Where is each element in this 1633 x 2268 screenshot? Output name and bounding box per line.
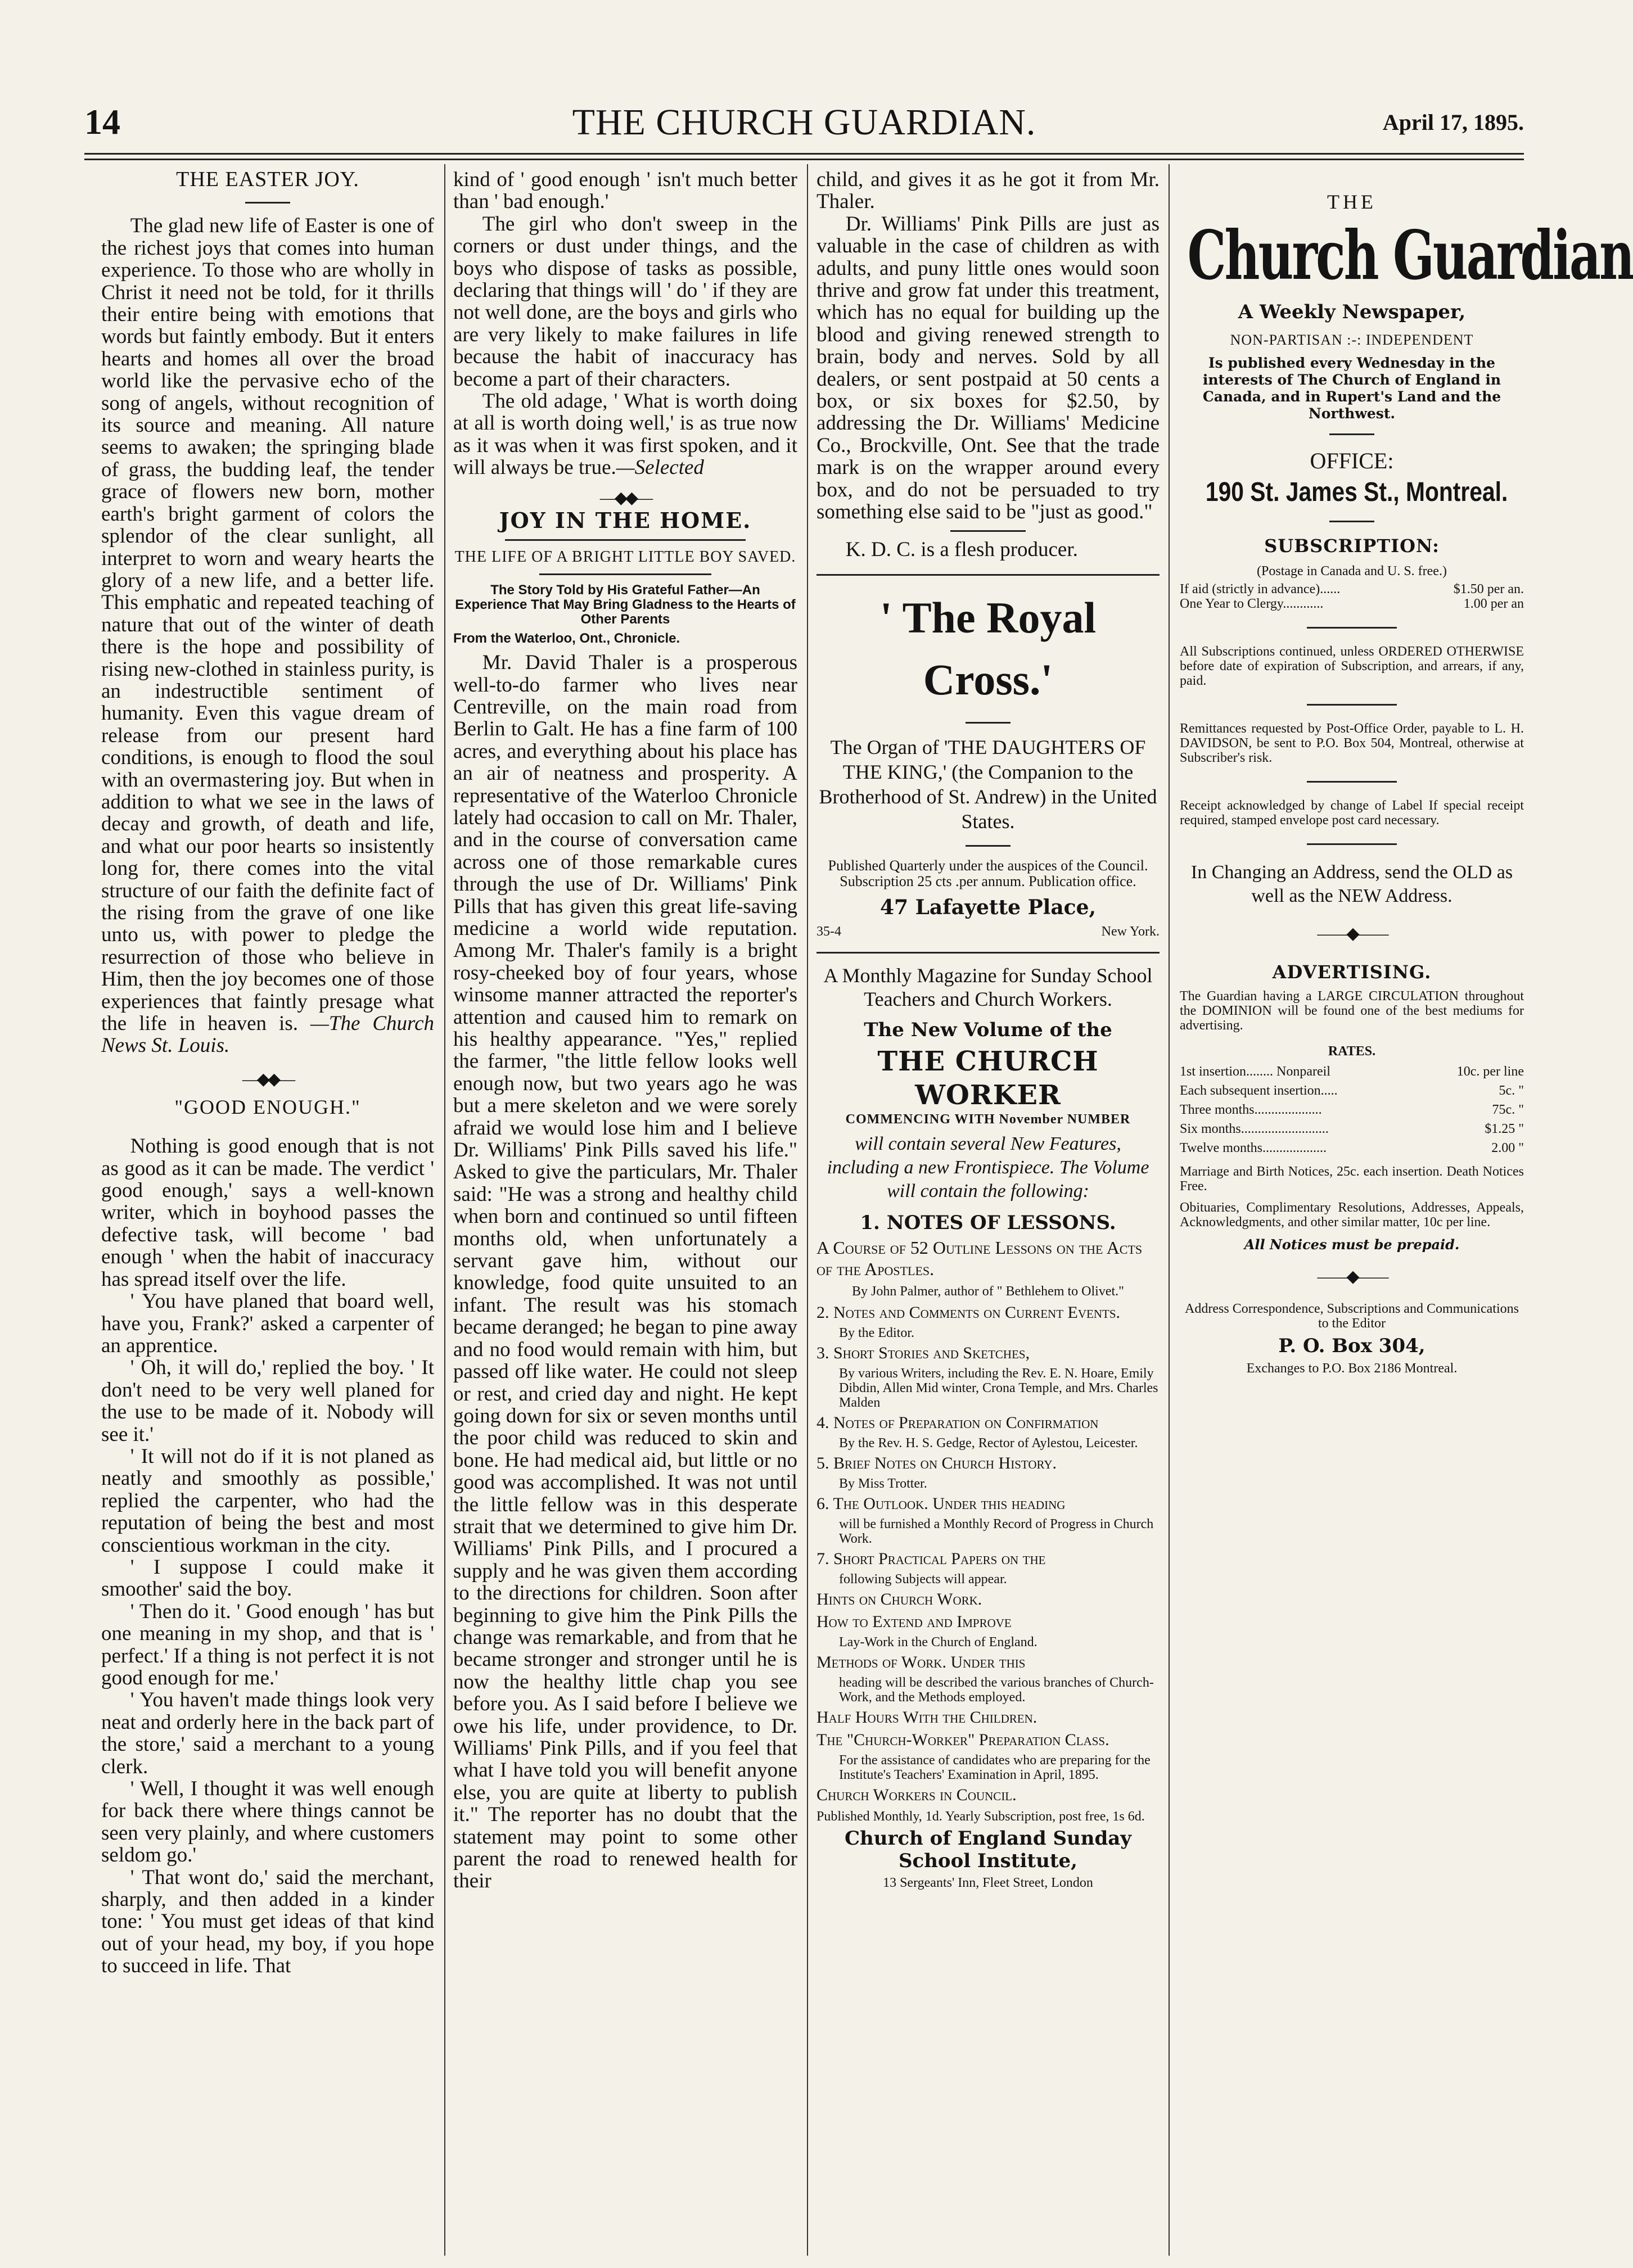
divider — [245, 202, 290, 204]
column-divider-1 — [444, 164, 445, 2256]
weekly-newspaper: A Weekly Newspaper, — [1238, 301, 1466, 324]
good-enough-p1: Nothing is good enough that is not as good as it can be made. The verdict ' good enough,' says a well-known writer, which in boyhood passes the defective task, will become ' bad enough ' when the habit of inaccuracy has spread itself over the life. — [101, 1135, 434, 1291]
receipt-note: Receipt acknowledged by change of Label If special receipt required, stamped envelope post card necessary. — [1180, 798, 1524, 828]
divider — [1307, 843, 1397, 845]
rate-label: 1st insertion........ Nonpareil — [1180, 1064, 1330, 1079]
published-every-wednesday: Is published every Wednesday in the interests of The Church of England in Canada, and in Rupert's Land and the Northwest. — [1202, 355, 1501, 422]
rate-label: If aid (strictly in advance)...... — [1180, 582, 1341, 597]
column-divider-3 — [1169, 164, 1170, 2256]
hints-item: Church Workers in Council. — [816, 1786, 1017, 1805]
institute-name: Church of England Sunday School Institute, — [844, 1827, 1132, 1873]
advertising-body: The Guardian having a LARGE CIRCULATION throughout the DOMINION will be found one of the best mediums for advertising. — [1180, 989, 1524, 1033]
notes-of-lessons: 1. NOTES OF LESSONS. — [860, 1212, 1116, 1235]
joy-in-home-title: JOY IN THE HOME. — [499, 507, 752, 533]
po-box: P. O. Box 304, — [1278, 1335, 1426, 1358]
contents-item-detail: By the Rev. H. S. Gedge, Rector of Aylestou, Leicester. — [839, 1436, 1138, 1451]
column-1 — [101, 169, 434, 2260]
good-enough-source: —Selected — [616, 456, 704, 480]
divider — [950, 530, 1026, 532]
hints-item: Hints on Church Work. — [816, 1590, 982, 1609]
good-enough-p3: ' Oh, it will do,' replied the boy. ' It don't need to be very well planed for the use to be made of it. Nobody will see it.' — [101, 1356, 434, 1446]
hints-item-detail: heading will be described the various branches of Church-Work, and the Methods employed. — [839, 1675, 1154, 1705]
good-enough-cont-3: The old adage, ' What is worth doing at all is worth doing well,' is as true now as it was when it was first spoken, and it will always be true.—Selected — [453, 390, 797, 480]
hints-item-detail: Lay-Work in the Church of England. — [839, 1635, 1037, 1650]
subscription-rate-1 — [1180, 582, 1524, 597]
divider — [505, 539, 746, 541]
monthly-magazine: A Monthly Magazine for Sunday School Teachers and Church Workers. — [823, 964, 1153, 1011]
hints-list — [816, 1590, 1160, 1805]
good-enough-title: "GOOD ENOUGH." — [174, 1095, 361, 1118]
subscription-rate-2 — [1180, 597, 1524, 611]
contents-item: 2. Notes and Comments on Current Events. — [816, 1303, 1121, 1322]
contents-item-detail: By the Editor. — [839, 1326, 914, 1341]
good-enough-p5: ' I suppose I could make it smoother' said the boy. — [101, 1555, 434, 1601]
royal-cross-address: 47 Lafayette Place, — [879, 895, 1097, 919]
rate-value: 75c. " — [1492, 1103, 1524, 1118]
rate-value: 5c. " — [1499, 1083, 1524, 1099]
contents-item: 3. Short Stories and Sketches, — [816, 1344, 1030, 1363]
joy-subhead-2: The Story Told by His Grateful Father—An Experience That May Bring Gladness to the Hearts of Other Parents — [455, 582, 796, 627]
column-divider-2 — [807, 164, 808, 2256]
rate-row — [1180, 1081, 1524, 1100]
easter-joy-body: The glad new life of Easter is one of the richest joys that comes into human experience. To those who are wholly in Christ it need not be told, for it thrills their entire being with emotions that words but faintly embody. But it enters hearts and homes all over the broad world like the pervasive echo of the song of angels, without recognition of its source and meaning. All nature seems to awaken; the springing blade of grass, the budding leaf, the tender grace of flowers new born, mother earth's bright garment of colors the splendor of the clear sunlight, all interpret to worn and weary hearts the glory of a new life, and a better life. This emphatic and repeated teaching of nature that out of the winter of death there is the hope and possibility of rising new-clothed in stainless purity, is an indestructible sentiment of humanity. Even this vague dream of release from our present hard conditions, is enough to flood the soul with an overmastering joy. But when in addition to what we see in the laws of decay and growth, of death and life, and what our poor hearts so insistently long for, there comes into the vital structure of our faith the definite fact of the rising from the grave of one like unto us, with power to pledge the resurrection of those who believe in Him, then the joy becomes one of those experiences that faintly presage what the life in heaven is. —The Church News St. Louis. — [101, 214, 435, 1058]
rates-table — [1180, 1062, 1524, 1158]
joy-subhead-1: THE LIFE OF A BRIGHT LITTLE BOY SAVED. — [454, 548, 796, 566]
good-enough-p7: ' You haven't made things look very neat and orderly here in the back part of the store,' said a merchant to a young clerk. — [101, 1688, 434, 1778]
royal-cross-city-row — [816, 921, 1160, 943]
hints-item: Half Hours With the Children. — [816, 1708, 1037, 1727]
contents-item-detail: By various Writers, including the Rev. E. N. Hoare, Emily Dibdin, Allen Mid winter, Crona Temple, and Mrs. Charles Malden — [839, 1366, 1158, 1411]
masthead-rule-top — [84, 153, 1524, 155]
contents-item: 6. The Outlook. Under this heading — [816, 1494, 1066, 1513]
non-partisan: NON-PARTISAN :-: INDEPENDENT — [1230, 332, 1474, 349]
rate-value: 2.00 " — [1491, 1141, 1524, 1156]
postage-note: (Postage in Canada and U. S. free.) — [1257, 564, 1447, 579]
column-4 — [1180, 169, 1633, 2260]
ornament-rule: —◆◆— — [599, 488, 651, 507]
marriage-notices: Marriage and Birth Notices, 25c. each insertion. Death Notices Free. — [1180, 1164, 1524, 1194]
hints-item: The "Church-Worker" Preparation Class. — [816, 1731, 1109, 1750]
advertising-title: ADVERTISING. — [1272, 961, 1432, 983]
good-enough-p2: ' You have planed that board well, have you, Frank?' asked a carpenter of an apprentice. — [101, 1290, 434, 1357]
joy-source-line: From the Waterloo, Ont., Chronicle. — [453, 631, 680, 647]
good-enough-cont-1: kind of ' good enough ' isn't much better than ' bad enough.' — [453, 168, 797, 214]
subscriptions-continued: All Subscriptions continued, unless ORDERED OTHERWISE before date of expiration of Subscription, and arrears, if any, paid. — [1180, 644, 1524, 689]
kdc-line: K. D. C. is a flesh producer. — [845, 537, 1078, 561]
royal-cross-body: The Organ of 'THE DAUGHTERS OF THE KING,' (the Companion to the Brotherhood of St. Andrew) in the United States. — [819, 735, 1157, 833]
divider — [1329, 433, 1374, 435]
rate-label: Each subsequent insertion..... — [1180, 1083, 1338, 1099]
contents-item: 5. Brief Notes on Church History. — [816, 1454, 1057, 1473]
rate-value: 1.00 per an — [1463, 597, 1524, 612]
pink-pills-cont-1: child, and gives it as he got it from Mr. Thaler. — [816, 168, 1160, 214]
box-rule — [816, 574, 1160, 576]
office-address: 190 St. James St., Montreal. — [1205, 477, 1508, 508]
issue-date: April 17, 1895. — [1382, 110, 1524, 135]
joy-body: Mr. David Thaler is a prosperous well-to-do farmer who lives near Centreville, on the main road from Berlin to Galt. He has a fine farm of 100 acres, and everything about his place has an air of neatness and prosperity. A representative of the Waterloo Chronicle lately had occasion to call on Mr. Thaler, and in the course of conversation came across one of those remarkable cures through the use of Dr. Williams' Pink Pills that has given this great life-saving medicine a world wide reputation. Among Mr. Thaler's family is a bright rosy-cheeked boy of four years, whose winsome manner attracted the reporter's attention and caused him to remark on his healthy appearance. "Yes," replied the farmer, "the little fellow looks well enough now, but two years ago he was but a mere skeleton and we were sorely afraid we would lose him and I believe Dr. Williams' Pink Pills saved his life." Asked to give the particulars, Mr. Thaler said: "He was a strong and healthy child when born and continued so until fifteen months old, when unfortunately a servant gave him, without our knowledge, food quite unsuited to an infant. The result was his stomach became deranged; he began to pine away and no food would remain with him, but passed off like water. He could not sleep or rest, and cried day and night. He kept going down for six or seven months until the poor child was reduced to skin and bone. He had medical aid, but little or no good was accomplished. It was not until the little fellow was in this desperate strait that we determined to give him Dr. Williams' Pink Pills, and I procured a supply and he was given them according to the directions for children. Soon after beginning to give him the Pink Pills the change was remarkable, and from that he became stronger and stronger until he is now the healthy little chap you see before you. As I said before I believe we owe his life, under providence, to Dr. Williams' Pink Pills, and if you feel that what I have told you will benefit anyone else, you are quite at liberty to publish it." The reporter has no doubt that the statement may point to some other parent the road to renewed health for their — [453, 651, 797, 1893]
commencing: COMMENCING WITH November NUMBER — [845, 1112, 1131, 1127]
new-volume: The New Volume of the — [864, 1019, 1112, 1042]
contents-list — [816, 1303, 1160, 1587]
church-guardian-logo: Church Guardian — [1187, 216, 1633, 296]
the-label: THE — [1327, 191, 1377, 213]
good-enough-cont-2: The girl who don't sweep in the corners or dust under things, and the boys who dispose of tasks as possible, declaring that things will ' do ' if they are not well done, are the boys and girls who are very likely to make failures in life because the habit of inaccuracy has become a part of their characters. — [453, 212, 797, 391]
contents-item: 7. Short Practical Papers on the — [816, 1549, 1046, 1569]
rate-row — [1180, 1119, 1524, 1138]
divider — [539, 573, 711, 575]
masthead — [84, 101, 1524, 146]
address-correspondence: Address Correspondence, Subscriptions and Communications to the Editor — [1185, 1302, 1519, 1331]
easter-joy-title: THE EASTER JOY. — [176, 168, 359, 191]
changing-address: In Changing an Address, send the OLD as well as the NEW Address. — [1190, 862, 1513, 907]
royal-cross-city: New York. — [1101, 924, 1160, 939]
royal-cross-title: ' The Royal Cross.' — [879, 593, 1097, 704]
hints-item: Methods of Work. Under this — [816, 1653, 1026, 1672]
box-rule — [816, 952, 1160, 954]
rate-value: 10c. per line — [1456, 1064, 1524, 1079]
column-2 — [453, 169, 797, 2260]
rate-value: $1.50 per an. — [1453, 582, 1524, 597]
ornament-rule: —◆◆— — [242, 1069, 294, 1088]
good-enough-p8: ' Well, I thought it was well enough for back there where things cannot be seen very plainly, and where customers seldom go.' — [101, 1777, 434, 1867]
good-enough-p4: ' It will not do if it is not planed as neatly and smoothly as possible,' replied the carpenter, who had the reputation of being the best and most conscientious workman in the city. — [101, 1444, 434, 1557]
good-enough-p6: ' Then do it. ' Good enough ' has but one meaning in my shop, and that is ' perfect.' If a thing is not perfect it is not good enough for me.' — [101, 1600, 434, 1689]
divider — [966, 845, 1011, 847]
ornament-rule: ——◆—— — [1317, 1267, 1387, 1286]
rate-row — [1180, 1138, 1524, 1158]
easter-joy-source: —The Church News St. Louis. — [101, 1012, 435, 1058]
rate-row — [1180, 1062, 1524, 1081]
rate-label: Six months.......................... — [1180, 1122, 1329, 1137]
divider — [1307, 781, 1397, 783]
divider — [1307, 627, 1397, 629]
contents-item-detail: will be furnished a Monthly Record of Progress in Church Work. — [839, 1517, 1154, 1547]
subscription-title: SUBSCRIPTION: — [1264, 535, 1440, 557]
pink-pills-cont-2: Dr. Williams' Pink Pills are just as valuable in the case of children as with adults, and puny little ones would soon thrive and grow fat under this treatment, which has no equal for building up the blood and giving renewed strength to brain, body and nerves. Sold by all dealers, or sent postpaid at 50 cents a box, or six boxes for $2.50, by addressing the Dr. Williams' Medicine Co., Brockville, Ont. See that the trade mark is on the wrapper around every box, and do not be persuaded to try something else said to be "just as good." — [816, 212, 1160, 524]
notes-author: By John Palmer, author of " Bethlehem to Olivet." — [852, 1284, 1124, 1299]
rate-value: $1.25 " — [1485, 1122, 1524, 1137]
paper-title: THE CHURCH GUARDIAN. — [572, 102, 1036, 143]
institute-address: 13 Sergeants' Inn, Fleet Street, London — [883, 1876, 1093, 1891]
ornament-rule: ——◆—— — [1317, 924, 1387, 943]
rate-label: Twelve months................... — [1180, 1141, 1327, 1156]
rate-row — [1180, 1100, 1524, 1119]
church-worker-title: THE CHURCH WORKER — [877, 1046, 1099, 1112]
contents-item: 4. Notes of Preparation on Confirmation — [816, 1413, 1099, 1433]
hints-item-detail: For the assistance of candidates who are preparing for the Institute's Teachers' Examination in April, 1895. — [839, 1753, 1151, 1783]
obituaries: Obituaries, Complimentary Resolutions, Addresses, Appeals, Acknowledgments, and other similar matter, 10c per line. — [1180, 1200, 1524, 1230]
notices-prepaid: All Notices must be prepaid. — [1244, 1236, 1460, 1253]
office-label: OFFICE: — [1310, 448, 1394, 474]
divider — [966, 722, 1011, 724]
masthead-rule-bottom — [84, 159, 1524, 160]
notes-course: A Course of 52 Outline Lessons on the Acts of the Apostles. — [816, 1237, 1143, 1280]
contents-item-detail: By Miss Trotter. — [839, 1476, 927, 1492]
exchanges: Exchanges to P.O. Box 2186 Montreal. — [1246, 1361, 1458, 1376]
published-monthly: Published Monthly, 1d. Yearly Subscription, post free, 1s 6d. — [816, 1809, 1145, 1824]
royal-cross-publication: Published Quarterly under the auspices of the Council. Subscription 25 cts .per annum. Publication office. — [828, 857, 1148, 889]
column-3 — [816, 169, 1160, 2260]
page-number: 14 — [84, 102, 120, 142]
divider — [1329, 521, 1374, 522]
rates-title: RATES. — [1328, 1044, 1376, 1059]
remittances: Remittances requested by Post-Office Order, payable to L. H. DAVIDSON, be sent to P.O. Box 504, Montreal, otherwise at Subscriber's risk. — [1180, 721, 1524, 766]
royal-cross-code: 35-4 — [816, 924, 841, 939]
good-enough-p9: ' That wont do,' said the merchant, sharply, and then added in a kinder tone: ' You must get ideas of that kind out of your head, my boy, if you hope to succeed in life. That — [101, 1865, 434, 1978]
rate-label: One Year to Clergy............ — [1180, 597, 1324, 612]
contents-item-detail: following Subjects will appear. — [839, 1572, 1007, 1587]
rate-label: Three months.................... — [1180, 1103, 1322, 1118]
divider — [1307, 704, 1397, 706]
features: will contain several New Features, including a new Frontispiece. The Volume will contain the following: — [827, 1133, 1149, 1202]
hints-item: How to Extend and Improve — [816, 1612, 1012, 1632]
